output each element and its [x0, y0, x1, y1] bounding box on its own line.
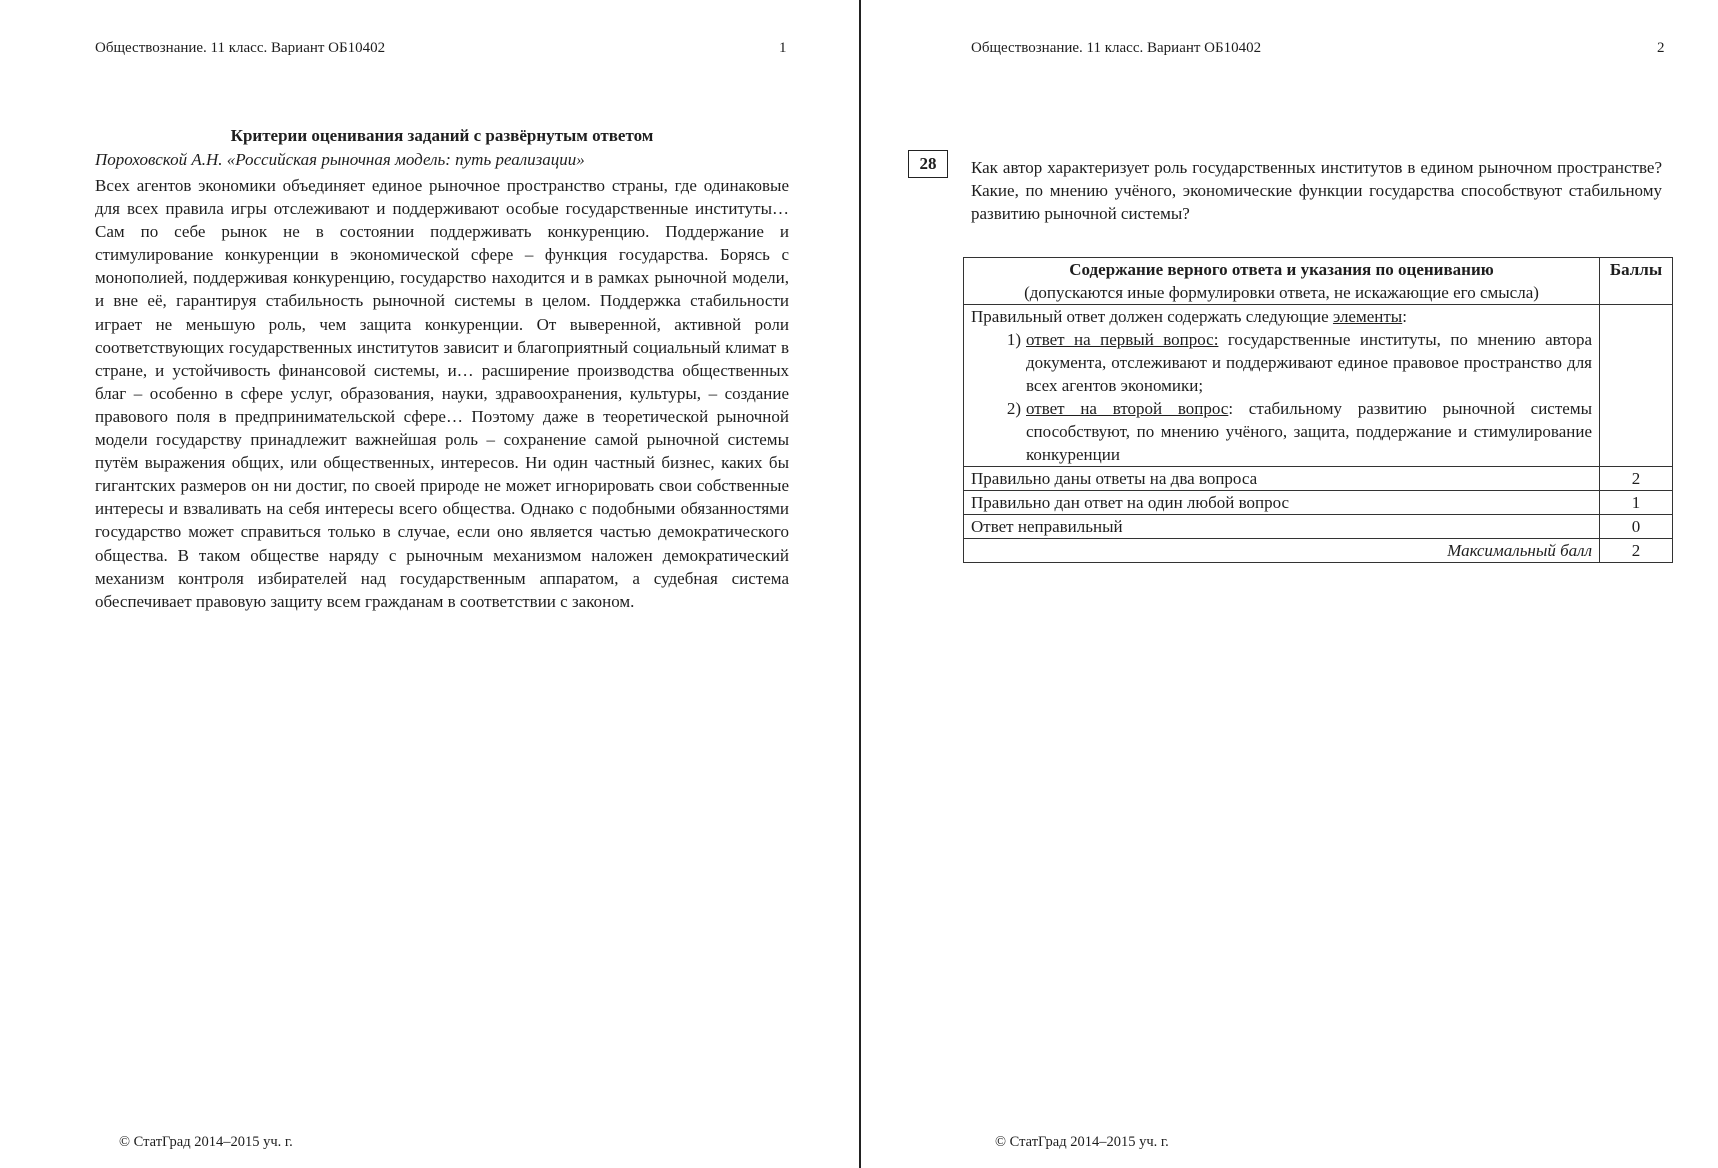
- score-row-label: Правильно дан ответ на один любой вопрос: [964, 491, 1600, 515]
- score-column-header: Баллы: [1600, 258, 1673, 305]
- source-attribution: Пороховской А.Н. «Российская рыночная модель: путь реализации»: [95, 150, 585, 169]
- element-body: : стабильному развитию рыночной системы способствуют, по мнению учёного, защита, поддержание и стимулирование конкуренции: [1026, 399, 1592, 464]
- right-page-number: 2: [1657, 40, 1665, 56]
- elements-cell: [964, 305, 1600, 467]
- score-row: [964, 491, 1673, 515]
- max-score-label: Максимальный балл: [964, 539, 1600, 563]
- criteria-table-header: [964, 258, 1673, 305]
- criteria-table: [963, 257, 1673, 563]
- elements-row: [964, 305, 1673, 467]
- elements-intro: [971, 305, 1592, 328]
- right-footer: © СтатГрад 2014–2015 уч. г.: [995, 1134, 1169, 1150]
- right-header-title: Обществознание. 11 класс. Вариант ОБ10402: [971, 40, 1262, 56]
- score-row: [964, 515, 1673, 539]
- score-row-label: Ответ неправильный: [964, 515, 1600, 539]
- elements-list: [971, 328, 1592, 466]
- intro-suffix: :: [1402, 307, 1407, 326]
- element-text: [1026, 397, 1592, 466]
- task-question: Как автор характеризует роль государственных институтов в едином рыночном пространстве? Какие, по мнению учёного, экономические функции государства способствуют стабильному развитию рыночной системы?: [971, 158, 1662, 223]
- element-label: ответ на второй вопрос: [1026, 399, 1229, 418]
- elements-score-cell: [1600, 305, 1673, 467]
- element-body: государственные институты, по мнению автора документа, отслеживают и поддерживают единое правовое пространство для всех агентов экономики;: [1026, 330, 1592, 395]
- max-score-value: 2: [1600, 539, 1673, 563]
- left-header-title: Обществознание. 11 класс. Вариант ОБ10402: [95, 40, 386, 56]
- score-row-value: 1: [1600, 491, 1673, 515]
- criteria-heading: Критерии оценивания заданий с развёрнутым ответом: [230, 126, 654, 145]
- score-row-value: 2: [1600, 467, 1673, 491]
- element-item: [971, 328, 1592, 397]
- element-item: [971, 397, 1592, 466]
- content-header-main: Содержание верного ответа и указания по оцениванию: [1069, 260, 1494, 279]
- source-text: Всех агентов экономики объединяет единое рыночное пространство страны, где одинаковые для всех правила игры отслеживают и поддерживают особые государственные институты… Сам по себе рынок не в состоянии поддерживать конкуренцию. Поддержание и стимулирование конкуренции в экономической сфере – функция государства. Борясь с монополией, поддерживая конкуренцию, государство находится и в рамках рыночной модели, и вне её, гарантируя стабильность рыночной системы в целом. Поддержка стабильности играет не меньшую роль, чем защита конкуренции. От выверенной, активной роли соответствующих государственных институтов зависит и благоприятный социальный климат в стране, и устойчивость финансовой системы, и… расширение производства общественных благ – особенно в сфере услуг, образования, науки, здравоохранения, культуры, – создание правового поля в предпринимательской сфере… Поэтому даже в теоретической рыночной модели государству принадлежит важнейшая роль – сохранение самой рыночной системы путём выражения общих, или общественных, интересов. Ни один частный бизнес, каких бы гигантских размеров он ни достиг, по своей природе не может игнорировать свои собственные интересы и взваливать на себя интересы всего общества. Однако с подобными обязанностями государство может справиться только в случае, если оно является частью демократического общества. В таком обществе наряду с рыночным механизмом наложен демократический механизм контроля избирателей над государственным аппаратом, а судебная система обеспечивает правовую защиту всем гражданам в соответствии с законом.: [95, 176, 789, 611]
- max-score-row: [964, 539, 1673, 563]
- content-column-header: [964, 258, 1600, 305]
- element-number: 1): [1006, 330, 1021, 349]
- intro-underlined: элементы: [1332, 307, 1403, 326]
- content-header-note: (допускаются иные формулировки ответа, не искажающие его смысла): [1024, 283, 1539, 302]
- score-row-label: Правильно даны ответы на два вопроса: [964, 467, 1600, 491]
- left-page-number: 1: [779, 40, 787, 56]
- right-page: [862, 0, 1718, 1168]
- element-text: [1026, 328, 1592, 397]
- score-row-value: 0: [1600, 515, 1673, 539]
- task-number-box: 28: [908, 150, 948, 178]
- left-footer: © СтатГрад 2014–2015 уч. г.: [119, 1134, 293, 1150]
- score-row: [964, 467, 1673, 491]
- element-number: 2): [1006, 399, 1021, 418]
- element-label: ответ на первый вопрос:: [1026, 330, 1219, 349]
- intro-prefix: Правильный ответ должен содержать следующие: [971, 307, 1333, 326]
- page-divider: [859, 0, 861, 1168]
